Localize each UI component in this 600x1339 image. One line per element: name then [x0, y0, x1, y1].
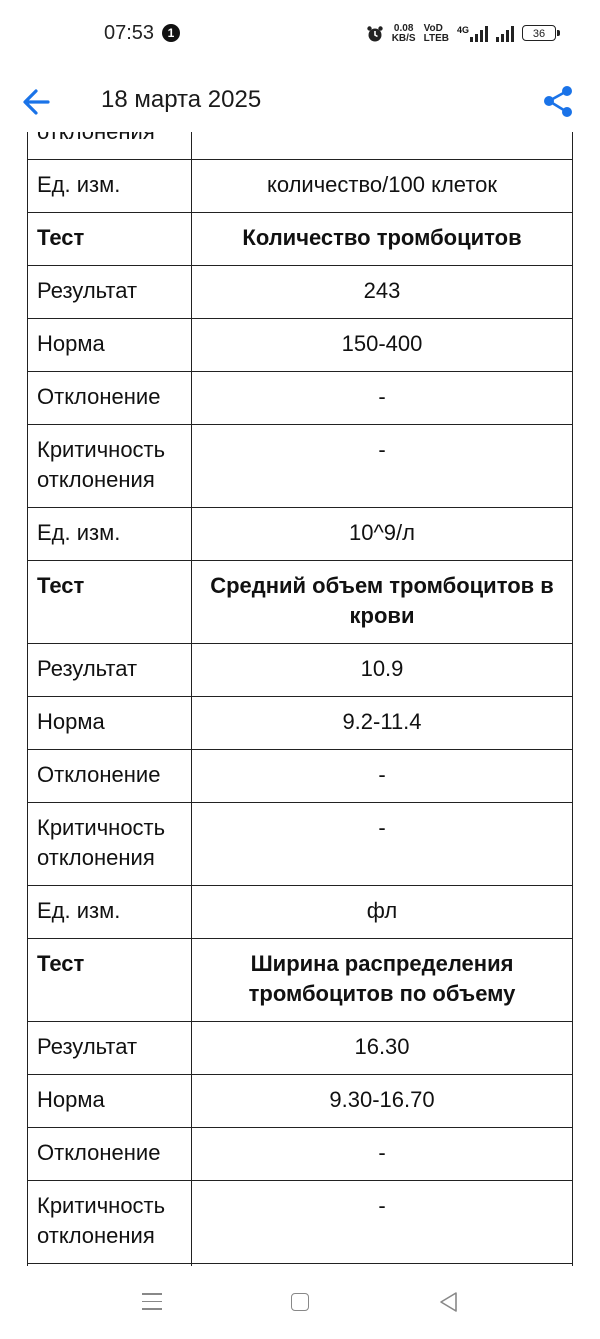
row-label: Тест — [28, 213, 192, 266]
page-title: 18 марта 2025 — [101, 86, 262, 113]
row-label: Тест — [28, 939, 192, 1022]
notification-badge: 1 — [162, 24, 180, 42]
arrow-left-icon — [18, 82, 58, 122]
results-table — [27, 106, 573, 1287]
row-value: фл — [192, 886, 573, 939]
table-row — [28, 425, 573, 508]
app-bar — [0, 70, 600, 132]
signal-4g-icon: 4G — [457, 26, 488, 42]
row-value: 9.30-16.70 — [192, 1075, 573, 1128]
row-value: 150-400 — [192, 319, 573, 372]
table-row — [28, 803, 573, 886]
table-row — [28, 644, 573, 697]
row-label: Отклонение — [28, 372, 192, 425]
table-row — [28, 372, 573, 425]
network-speed: 0.08 KB/S — [391, 23, 416, 44]
table-row — [28, 1075, 573, 1128]
row-value: Ширина распределения тромбоцитов по объему — [192, 939, 573, 1022]
row-value: 10.9 — [192, 644, 573, 697]
row-value: - — [192, 425, 573, 508]
row-label: Норма — [28, 319, 192, 372]
share-button[interactable] — [538, 82, 578, 122]
table-row — [28, 939, 573, 1022]
table-row — [28, 213, 573, 266]
row-value: - — [192, 1128, 573, 1181]
row-label: Результат — [28, 266, 192, 319]
home-square-icon[interactable] — [291, 1293, 309, 1311]
row-label: Тест — [28, 561, 192, 644]
table-row — [28, 750, 573, 803]
row-value: Средний объем тромбоцитов в крови — [192, 561, 573, 644]
system-nav-bar — [0, 1266, 600, 1339]
table-row — [28, 319, 573, 372]
row-label: Критичность отклонения — [28, 425, 192, 508]
row-label: Отклонение — [28, 750, 192, 803]
table-row — [28, 561, 573, 644]
row-value: Количество тромбоцитов — [192, 213, 573, 266]
table-row — [28, 160, 573, 213]
row-label: Отклонение — [28, 1128, 192, 1181]
back-button[interactable] — [18, 82, 58, 122]
row-label: Норма — [28, 697, 192, 750]
triangle-back-icon[interactable] — [437, 1290, 459, 1314]
row-label: Критичность отклонения — [28, 1181, 192, 1264]
row-value: - — [192, 803, 573, 886]
battery-icon: 36 — [522, 25, 556, 41]
status-bar — [0, 0, 600, 70]
table-row — [28, 886, 573, 939]
table-row — [28, 1128, 573, 1181]
row-value: 10^9/л — [192, 508, 573, 561]
share-icon — [538, 82, 578, 122]
row-value: 243 — [192, 266, 573, 319]
volte-indicator: VoD LTEB — [423, 23, 449, 44]
signal-icon — [496, 26, 514, 42]
row-label: Ед. изм. — [28, 886, 192, 939]
row-value: 16.30 — [192, 1022, 573, 1075]
row-value: - — [192, 1181, 573, 1264]
status-time: 07:53 — [104, 22, 155, 44]
row-value: количество/100 клеток — [192, 160, 573, 213]
table-row — [28, 1022, 573, 1075]
table-row — [28, 1181, 573, 1264]
menu-icon[interactable] — [142, 1293, 162, 1311]
row-label: Результат — [28, 644, 192, 697]
row-value: 9.2-11.4 — [192, 697, 573, 750]
alarm-icon — [366, 25, 384, 43]
table-row — [28, 508, 573, 561]
table-row — [28, 266, 573, 319]
row-label: Норма — [28, 1075, 192, 1128]
table-row — [28, 697, 573, 750]
row-value: - — [192, 750, 573, 803]
row-label: Ед. изм. — [28, 508, 192, 561]
row-label: Ед. изм. — [28, 160, 192, 213]
row-label: Критичность отклонения — [28, 803, 192, 886]
results-scroll-area[interactable] — [0, 132, 600, 1266]
row-label: Результат — [28, 1022, 192, 1075]
row-value: - — [192, 372, 573, 425]
